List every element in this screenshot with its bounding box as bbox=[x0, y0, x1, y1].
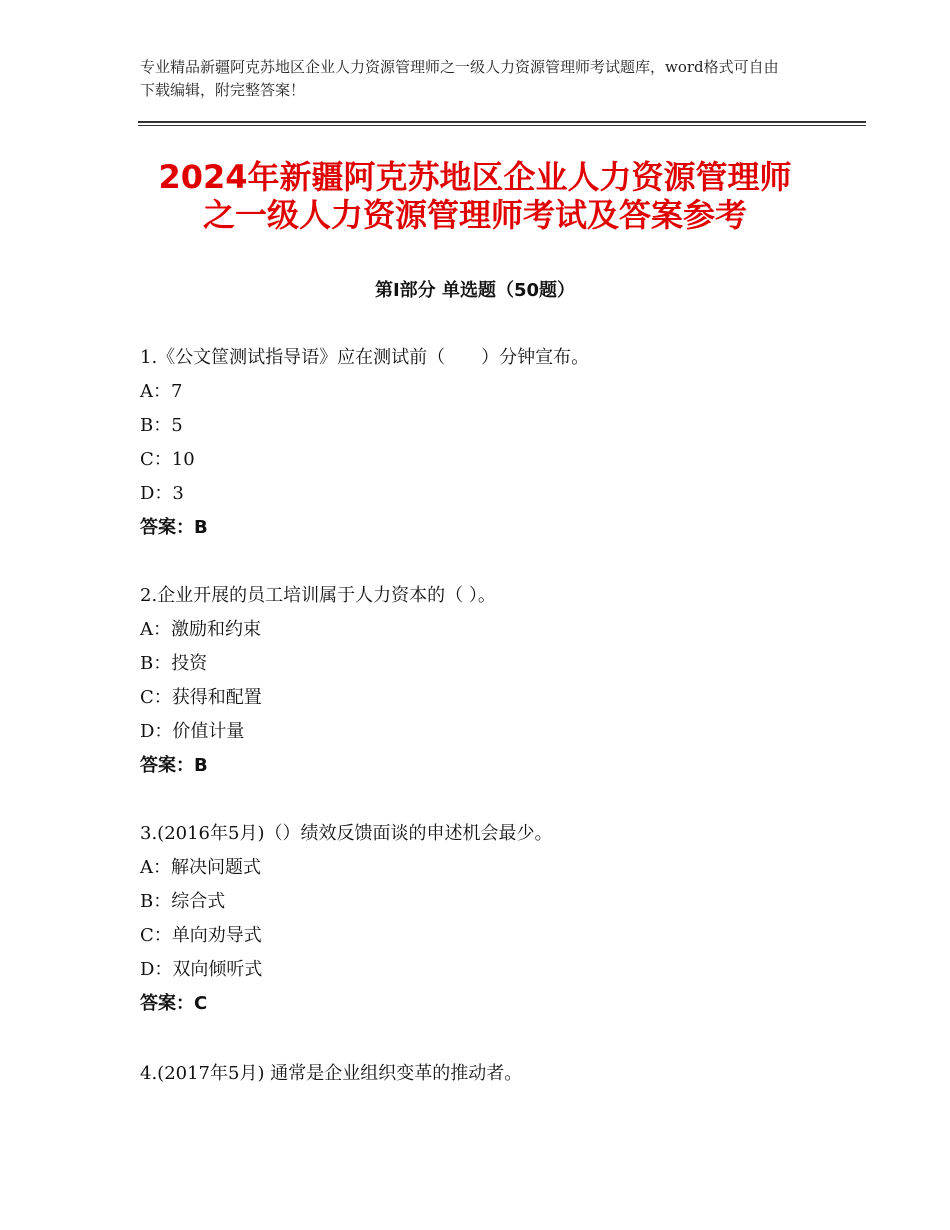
header-note: 专业精品新疆阿克苏地区企业人力资源管理师之一级人力资源管理师考试题库，word格式可自由下载编辑，附完整答案！ bbox=[140, 58, 779, 99]
section-heading: 第Ⅰ部分 单选题（50题） bbox=[374, 280, 575, 301]
question-1 bbox=[140, 341, 860, 545]
question-stem: 2.企业开展的员工培训属于人力资本的（ ）。 bbox=[140, 585, 496, 606]
option-d: D：价值计量 bbox=[140, 721, 245, 742]
answer-line: 答案：C bbox=[140, 993, 208, 1014]
question-stem: 1.《公文筐测试指导语》应在测试前（ ）分钟宣布。 bbox=[140, 347, 590, 368]
header-divider-thick bbox=[138, 121, 866, 123]
option-a: A：解决问题式 bbox=[140, 857, 261, 878]
option-a: A：7 bbox=[140, 381, 183, 402]
option-a: A：激励和约束 bbox=[140, 619, 261, 640]
question-stem: 3.(2016年5月)（）绩效反馈面谈的申述机会最少。 bbox=[140, 823, 553, 844]
option-d: D：双向倾听式 bbox=[140, 959, 263, 980]
title-line-2: 之一级人力资源管理师考试及答案参考 bbox=[202, 196, 747, 234]
question-2 bbox=[140, 579, 860, 783]
header-divider-thin bbox=[138, 125, 866, 126]
document-title bbox=[80, 158, 870, 234]
option-c: C：10 bbox=[140, 449, 195, 470]
option-b: B：5 bbox=[140, 415, 183, 436]
question-4 bbox=[140, 1057, 860, 1091]
question-3 bbox=[140, 817, 860, 1021]
option-b: B：投资 bbox=[140, 653, 208, 674]
question-stem: 4.(2017年5月) 通常是企业组织变革的推动者。 bbox=[140, 1063, 523, 1084]
answer-line: 答案：B bbox=[140, 517, 208, 538]
option-b: B：综合式 bbox=[140, 891, 226, 912]
option-d: D：3 bbox=[140, 483, 184, 504]
title-line-1: 2024年新疆阿克苏地区企业人力资源管理师 bbox=[158, 158, 792, 196]
answer-line: 答案：B bbox=[140, 755, 208, 776]
option-c: C：获得和配置 bbox=[140, 687, 262, 708]
option-c: C：单向劝导式 bbox=[140, 925, 262, 946]
